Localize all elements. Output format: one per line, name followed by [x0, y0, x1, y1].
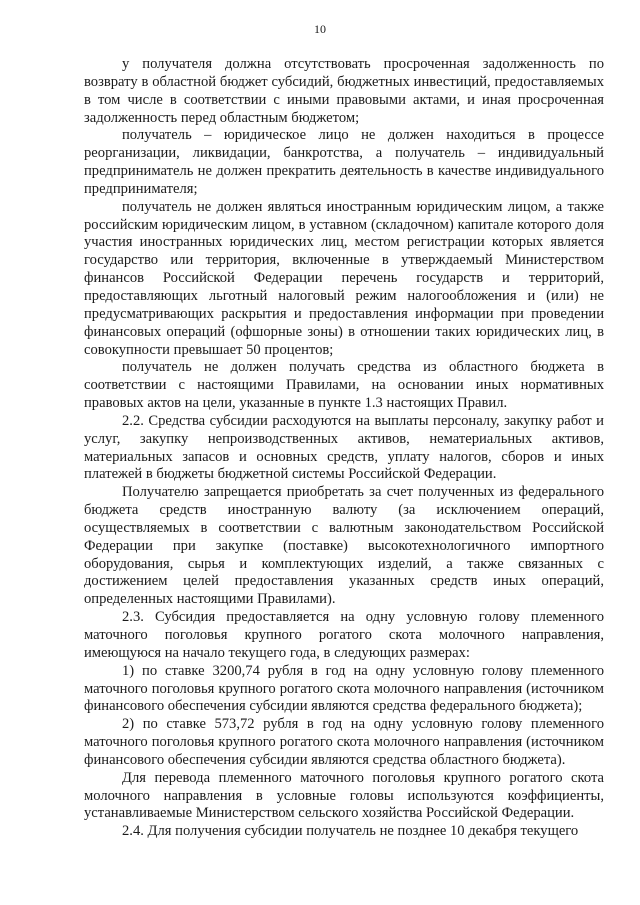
- paragraph-rate-regional: 2) по ставке 573,72 рубля в год на одну условную голову племенного маточного поголовья крупного рогатого скота молочного направления (источником финансового обеспечения субсидии являются средства областного бюджета).: [84, 716, 604, 768]
- paragraph-debt-condition: у получателя должна отсутствовать просроченная задолженность по возврату в областной бюджет субсидий, бюджетных инвестиций, предоставляемых в том числе в соответствии с иными правовыми актами, и иная просроченная задолженность перед областным бюджетом;: [84, 56, 604, 126]
- paragraph-coefficients: Для перевода племенного маточного поголовья крупного рогатого скота молочного направления в условные головы используются коэффициенты, устанавливаемые Министерством сельского хозяйства Российской Федерации.: [84, 769, 604, 822]
- paragraph-currency-prohibition: Получателю запрещается приобретать за счет полученных из федерального бюджета средств иностранную валюту (за исключением операций, осуществляемых в соответствии с валютным законодательством Российской Федерации при закупке (поставке) высокотехнологичного импортного оборудования, сырья и комплектующих изделий, а также связанных с достижением целей предоставления указанных средств иных операций, определенных настоящими Правилами).: [84, 484, 604, 608]
- paragraph-2-3-subsidy: 2.3. Субсидия предоставляется на одну условную голову племенного маточного поголовья крупного рогатого скота молочного направления, имеющуюся на начало текущего года, в следующих размерах:: [84, 609, 604, 661]
- page-number: 10: [314, 22, 326, 36]
- paragraph-2-4-application: 2.4. Для получения субсидии получатель не позднее 10 декабря текущего: [122, 823, 579, 840]
- paragraph-foreign-entity-condition: получатель не должен являться иностранным юридическим лицом, а также российским юридическим лицом, в уставном (складочном) капитале которого доля участия иностранных юридических лиц, местом регистрации которых является государство или территория, включенные в утверждаемый Министерством финансов Российской Федерации перечень государств и территорий, предоставляющих льготный налоговый режим налогообложения и (или) не предусматривающих раскрытия и предоставления информации при проведении финансовых операций (офшорные зоны) в отношении таких юридических лиц, в совокупности превышает 50 процентов;: [84, 198, 604, 358]
- document-body: [84, 56, 604, 841]
- paragraph-2-2-expenditures: 2.2. Средства субсидии расходуются на выплаты персоналу, закупку работ и услуг, закупку непроизводственных активов, нематериальных активов, материальных запасов и основных средств, уплату налогов, сборов и иных платежей в бюджеты бюджетной системы Российской Федерации.: [84, 412, 604, 483]
- paragraph-rate-federal: 1) по ставке 3200,74 рубля в год на одну условную голову племенного маточного поголовья крупного рогатого скота молочного направления (источником финансового обеспечения субсидии являются средства федерального бюджета);: [84, 662, 604, 715]
- paragraph-duplicate-funding-condition: получатель не должен получать средства из областного бюджета в соответствии с настоящими Правилами, на основании иных нормативных правовых актов на цели, указанные в пункте 1.3 настоящих Правил.: [84, 359, 604, 412]
- paragraph-reorganization-condition: получатель – юридическое лицо не должен находиться в процессе реорганизации, ликвидации, банкротства, а получатель – индивидуальный предприниматель не должен прекратить деятельность в качестве индивидуального предпринимателя;: [84, 127, 604, 197]
